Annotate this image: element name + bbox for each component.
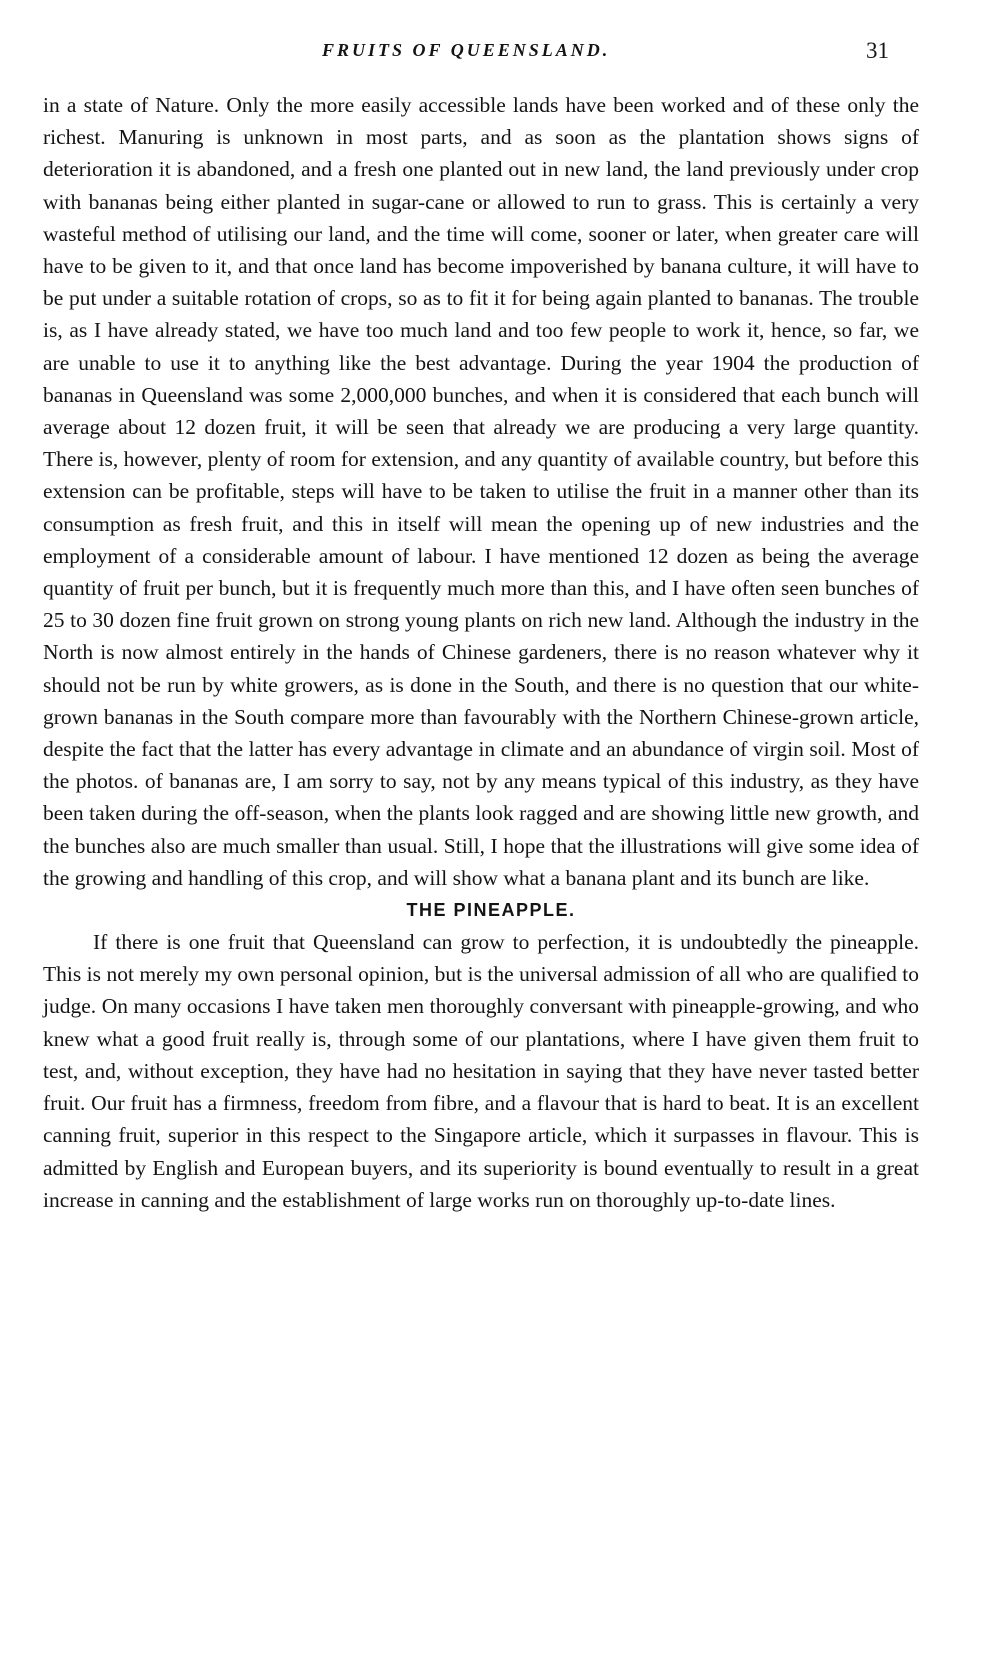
running-title: FRUITS OF QUEENSLAND. — [322, 40, 611, 60]
section-heading — [43, 894, 919, 926]
running-header — [0, 36, 1000, 66]
section-heading-text: THE PINEAPPLE. — [406, 900, 576, 921]
page-number: 31 — [866, 38, 889, 63]
paragraph-bananas-continued: in a state of Nature. Only the more easily accessible lands have been worked and of these only the richest. Manuring is unknown in most parts, and as soon as the plantation shows signs of deterioration it is abandoned, and a fresh one planted out in new land, the land previously under crop with bananas being either planted in sugar-cane or allowed to run to grass. This is certainly a very wasteful method of utilising our land, and the time will come, sooner or later, when greater care will have to be given to it, and that once land has become impoverished by banana culture, it will have to be put under a suitable rotation of crops, so as to fit it for being again planted to bananas. The trouble is, as I have already stated, we have too much land and too few people to work it, hence, so far, we are unable to use it to anything like the best advantage. During the year 1904 the production of bananas in Queensland was some 2,000,000 bunches, and when it is considered that each bunch will average about 12 dozen fruit, it will be seen that already we are producing a very large quantity. There is, however, plenty of room for extension, and any quantity of available country, but before this extension can be profitable, steps will have to be taken to utilise the fruit in a manner other than its consumption as fresh fruit, and this in itself will mean the opening up of new industries and the employment of a considerable amount of labour. I have mentioned 12 dozen as being the average quantity of fruit per bunch, but it is frequently much more than this, and I have often seen bunches of 25 to 30 dozen fine fruit grown on strong young plants on rich new land. Although the industry in the North is now almost entirely in the hands of Chinese gardeners, there is no reason whatever why it should not be run by white growers, as is done in the South, and there is no question that our white-grown bananas in the South compare more than favourably with the Northern Chinese-grown article, despite the fact that the latter has every advantage in climate and an abundance of virgin soil. Most of the photos. of bananas are, I am sorry to say, not by any means typical of this industry, as they have been taken during the off-season, when the plants look ragged and are showing little new growth, and the bunches also are much smaller than usual. Still, I hope that the illustrations will give some idea of the growing and handling of this crop, and will show what a banana plant and its bunch are like. — [43, 93, 919, 890]
body-text — [43, 89, 919, 1216]
paragraph-pineapple: If there is one fruit that Queensland can grow to perfection, it is undoubtedly the pineapple. This is not merely my own personal opinion, but is the universal admission of all who are qualified to judge. On many occasions I have taken men thoroughly conversant with pineapple-growing, and who knew what a good fruit really is, through some of our plantations, where I have given them fruit to test, and, without exception, they have had no hesitation in saying that they have never tasted better fruit. Our fruit has a firmness, freedom from fibre, and a flavour that is hard to beat. It is an excellent canning fruit, superior in this respect to the Singapore article, which it surpasses in flavour. This is admitted by English and European buyers, and its superiority is bound eventually to result in a great increase in canning and the establishment of large works run on thoroughly up-to-date lines. — [43, 930, 919, 1212]
